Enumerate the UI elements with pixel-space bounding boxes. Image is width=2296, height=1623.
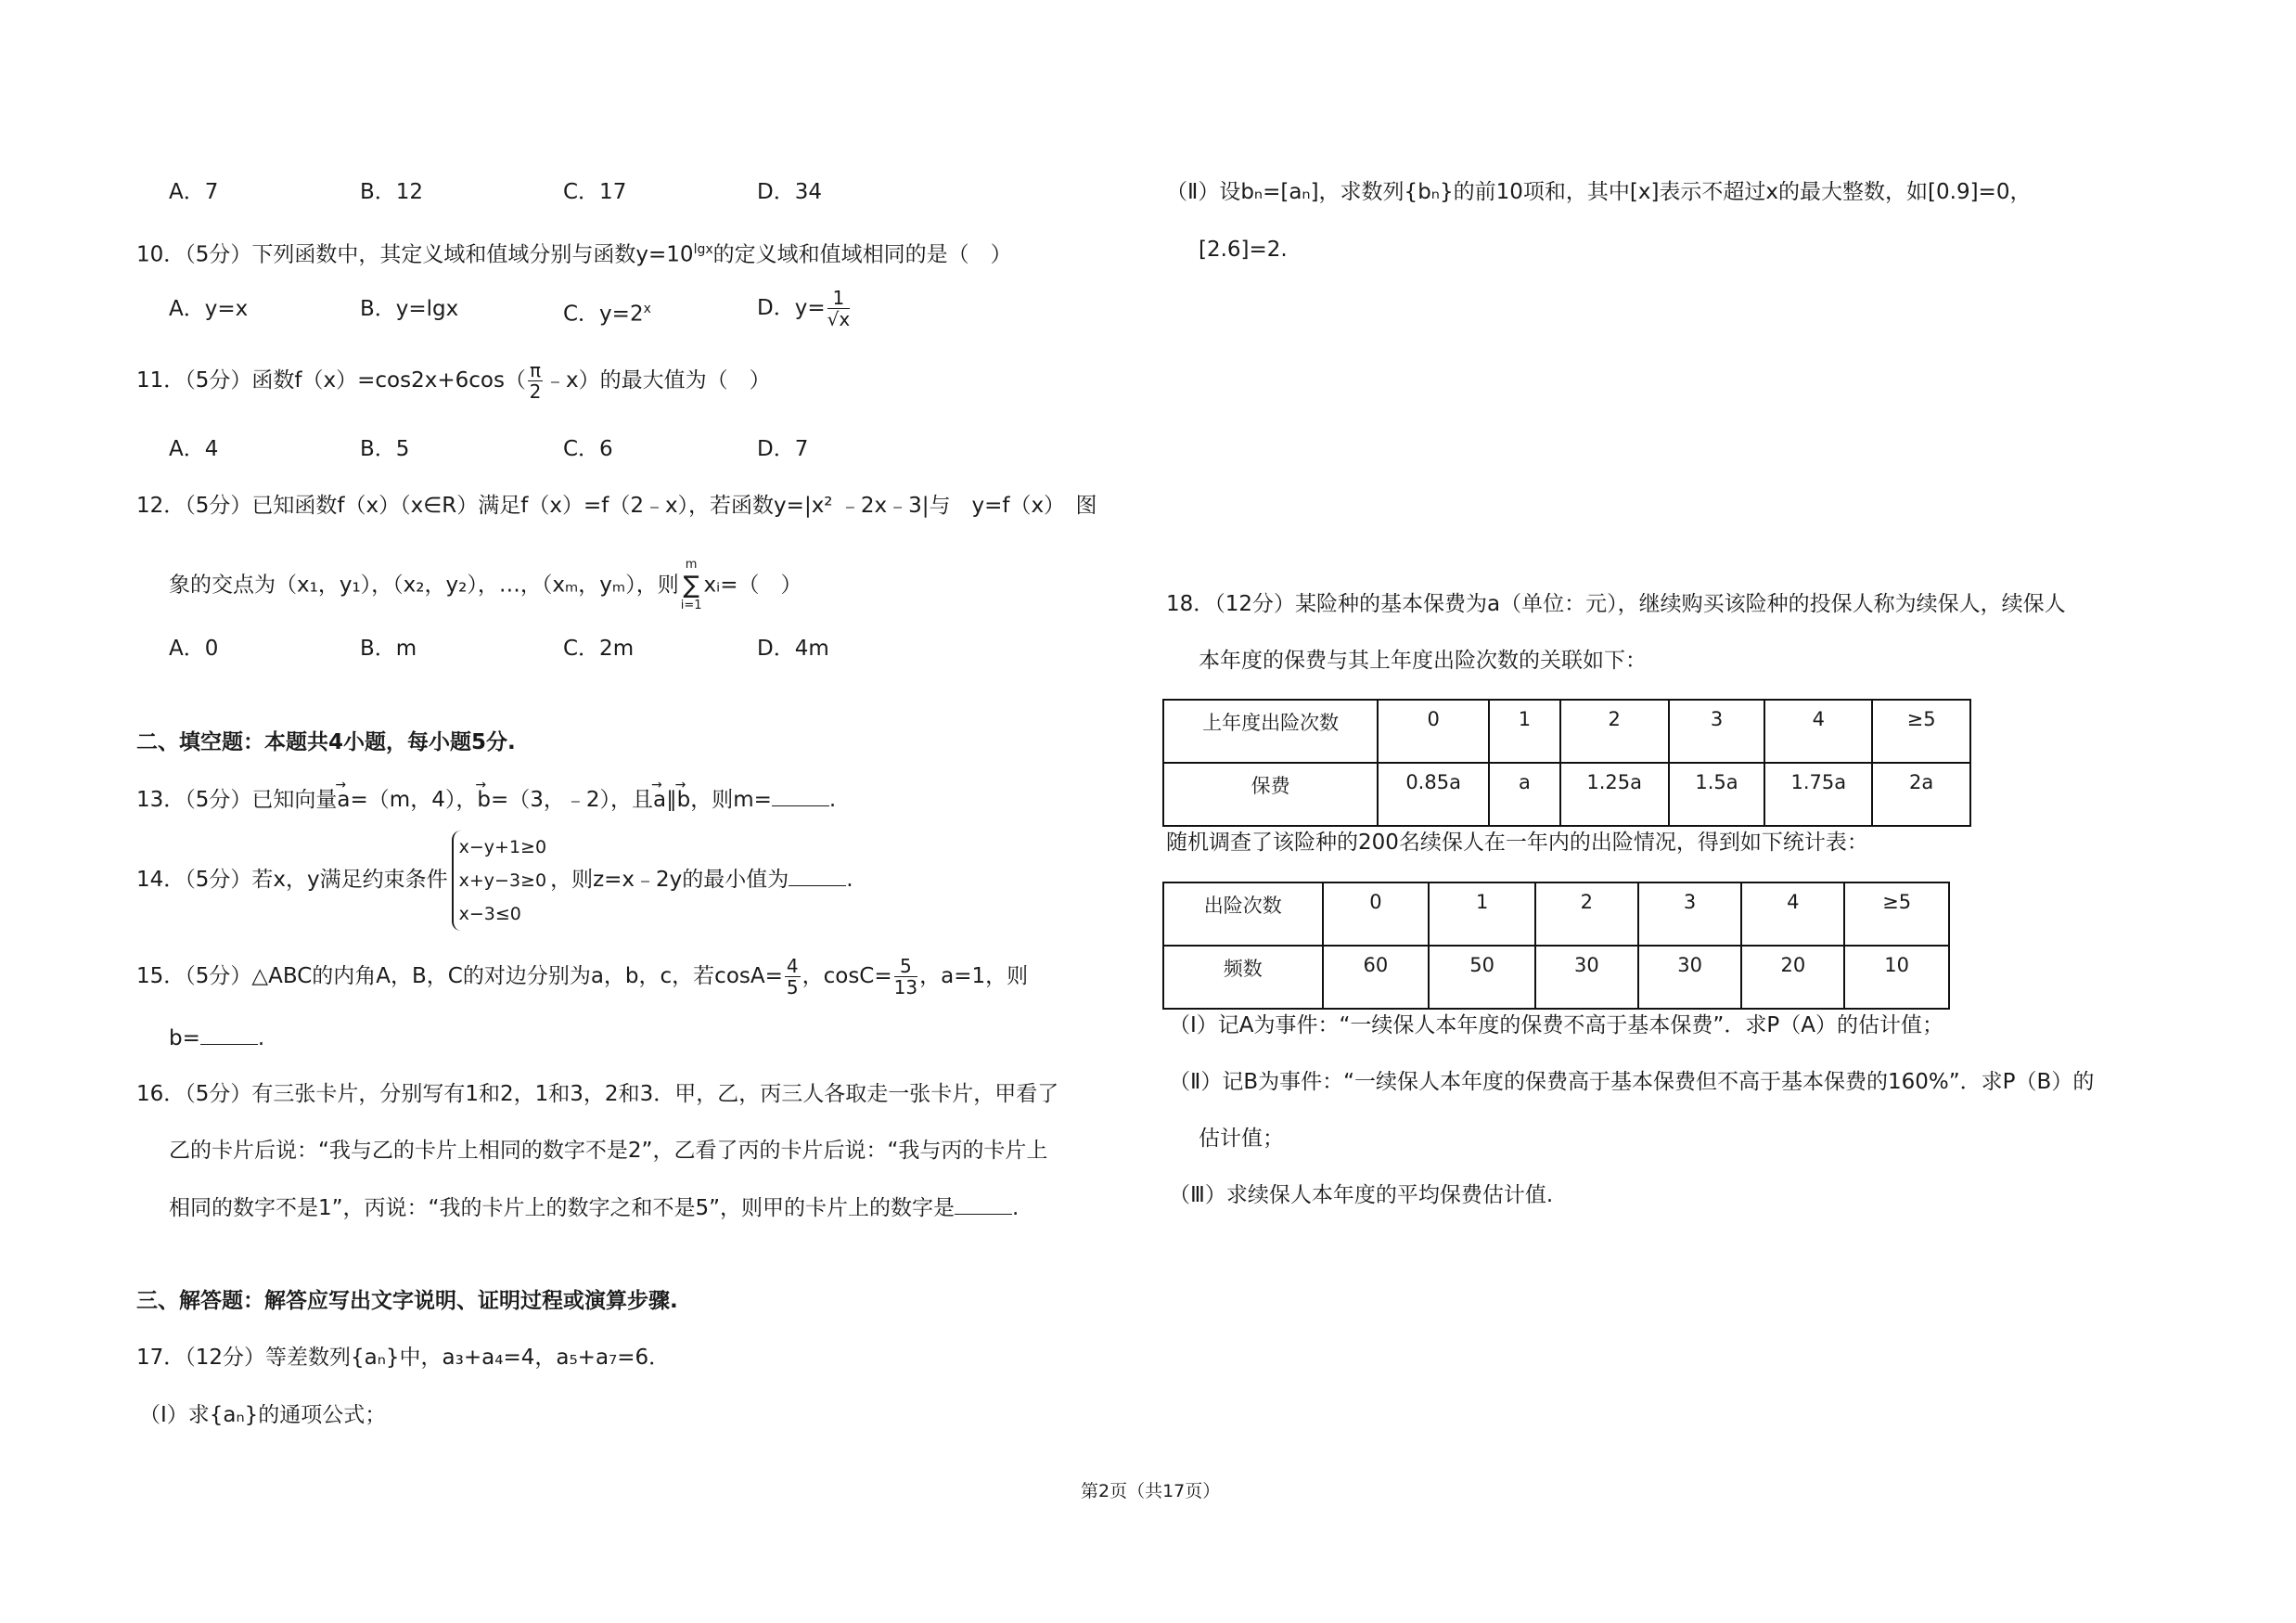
table-row: 出险次数 0 1 2 3 4 ≥5 bbox=[1163, 882, 1949, 946]
table-header-cell: 频数 bbox=[1163, 946, 1323, 1009]
question-10 bbox=[136, 236, 1012, 269]
q12-option-b: B．m bbox=[360, 637, 417, 661]
section-3-title: 三、解答题：解答应写出文字说明、证明过程或演算步骤. bbox=[136, 1289, 678, 1313]
question-17-part2-line1: （Ⅱ）设bₙ=[aₙ]，求数列{bₙ}的前10项和，其中[x]表示不超过x的最大整数，如[0.9]=0， bbox=[1166, 180, 2032, 204]
table-header-cell: 出险次数 bbox=[1163, 882, 1323, 946]
q10-option-b: B．y=lgx bbox=[360, 297, 459, 321]
q10-option-a: A．y=x bbox=[169, 297, 249, 321]
question-17: 17．（12分）等差数列{aₙ}中，a₃+a₄=4，a₅+a₇=6． bbox=[136, 1346, 671, 1370]
q11-prefix: 11．（5分）函数f（x）=cos2x+6cos（ bbox=[136, 368, 526, 393]
q10-option-c: C．$y=2^x$ bbox=[563, 302, 651, 327]
q9-option-c: C．17 bbox=[563, 180, 627, 204]
answer-blank bbox=[789, 865, 846, 886]
q11-suffix: ﹣x）的最大值为（ ） bbox=[544, 368, 771, 393]
q11-option-d: D．7 bbox=[757, 437, 809, 461]
q9-option-a: A．7 bbox=[169, 180, 219, 204]
q10-suffix: 的定义域和值域相同的是（ ） bbox=[712, 242, 1012, 267]
q10-prefix: 10．（5分）下列函数中，其定义域和值域分别与函数y=10 bbox=[136, 242, 694, 267]
question-12-line2: 象的交点为（x₁，y₁），（x₂，y₂），…，（xₘ，yₘ），则m ∑ i=1xᵢ=（ ） bbox=[169, 558, 802, 612]
vector-b: → b bbox=[477, 786, 491, 814]
table-header-cell: 保费 bbox=[1163, 763, 1378, 826]
q11-fraction: $\frac{\pi}{2}$ bbox=[529, 359, 542, 403]
question-17-part1: （Ⅰ）求{aₙ}的通项公式； bbox=[139, 1403, 387, 1427]
question-16-line3: 相同的数字不是1”，丙说：“我的卡片上的数字之和不是5”，则甲的卡片上的数字是 . bbox=[169, 1193, 1019, 1222]
question-16-line2: 乙的卡片后说：“我与乙的卡片上相同的数字不是2”，乙看了丙的卡片后说：“我与丙的卡片上 bbox=[169, 1139, 1048, 1163]
q10-exponent: lgx bbox=[693, 242, 713, 257]
question-17-part2-line2: [2.6]=2. bbox=[1199, 238, 1288, 262]
table-header-cell: 上年度出险次数 bbox=[1163, 700, 1378, 763]
table-row: 频数 60 50 30 30 20 10 bbox=[1163, 946, 1949, 1009]
question-16-line1: 16．（5分）有三张卡片，分别写有1和2，1和3，2和3．甲，乙，丙三人各取走一张卡片，甲看了 bbox=[136, 1082, 1059, 1106]
q9-option-b: B．12 bbox=[360, 180, 424, 204]
question-15-line1: 15．（5分）△ABC的内角A，B，C的对边分别为a，b，c，若cosA= $\frac{4}{5}$ ，cosC= $\frac{5}{13}$ ，a=1，则 bbox=[136, 955, 1029, 998]
q9-option-d: D．34 bbox=[757, 180, 822, 204]
q12-option-d: D．4m bbox=[757, 637, 829, 661]
question-12-line1: 12．（5分）已知函数f（x）（x∈R）满足f（x）=f（2﹣x），若函数y=|x² ﹣2x﹣3|与 y=f（x） 图 bbox=[136, 494, 1097, 518]
frequency-table bbox=[1162, 882, 1950, 1010]
question-18-line2: 本年度的保费与其上年度出险次数的关联如下： bbox=[1199, 649, 1647, 673]
section-2-title: 二、填空题：本题共4小题，每小题5分. bbox=[136, 730, 516, 754]
survey-text: 随机调查了该险种的200名续保人在一年内的出险情况，得到如下统计表： bbox=[1166, 831, 1868, 855]
answer-blank bbox=[772, 785, 829, 806]
q12-option-c: C．2m bbox=[563, 637, 635, 661]
question-18-part1: （Ⅰ）记A为事件：“一续保人本年度的保费不高于基本保费”．求P（A）的估计值； bbox=[1169, 1013, 1943, 1037]
question-13: 13．（5分）已知向量→ a=（m，4），→ b=（3，﹣2），且→ a∥→ b，则m= . bbox=[136, 785, 836, 814]
table-row: 上年度出险次数 0 1 2 3 4 ≥5 bbox=[1163, 700, 1970, 763]
question-11 bbox=[136, 360, 771, 402]
question-18-part3: （Ⅲ）求续保人本年度的平均保费估计值. bbox=[1169, 1183, 1554, 1207]
constraint-system: x−y+1≥0 x+y−3≥0 x−3≤0 bbox=[452, 831, 546, 931]
table-row: 保费 0.85a a 1.25a 1.5a 1.75a 2a bbox=[1163, 763, 1970, 826]
page-footer: 第2页（共17页） bbox=[1081, 1481, 1221, 1501]
question-18-part2-line2: 估计值； bbox=[1199, 1127, 1284, 1151]
premium-table bbox=[1162, 699, 1971, 827]
q11-option-a: A．4 bbox=[169, 437, 219, 461]
question-18-line1: 18．（12分）某险种的基本保费为a（单位：元），继续购买该险种的投保人称为续保人，续保人 bbox=[1166, 592, 2066, 616]
q11-option-c: C．6 bbox=[563, 437, 613, 461]
q12-option-a: A．0 bbox=[169, 637, 219, 661]
question-14: 14．（5分）若x，y满足约束条件 x−y+1≥0 x+y−3≥0 x−3≤0 ，则z=x﹣2y的最小值为 . bbox=[136, 828, 853, 932]
answer-blank bbox=[200, 1024, 258, 1045]
sigma-icon: m ∑ i=1 bbox=[680, 558, 702, 612]
q11-option-b: B．5 bbox=[360, 437, 410, 461]
question-18-part2-line1: （Ⅱ）记B为事件：“一续保人本年度的保费高于基本保费但不高于基本保费的160%”．求P（B）的 bbox=[1169, 1070, 2095, 1094]
answer-blank bbox=[955, 1193, 1012, 1215]
vector-a: → a bbox=[337, 786, 350, 814]
q10-option-d: D．y= $\frac{1}{√x}$ bbox=[757, 287, 851, 330]
question-15-line2: b= . bbox=[169, 1024, 264, 1052]
